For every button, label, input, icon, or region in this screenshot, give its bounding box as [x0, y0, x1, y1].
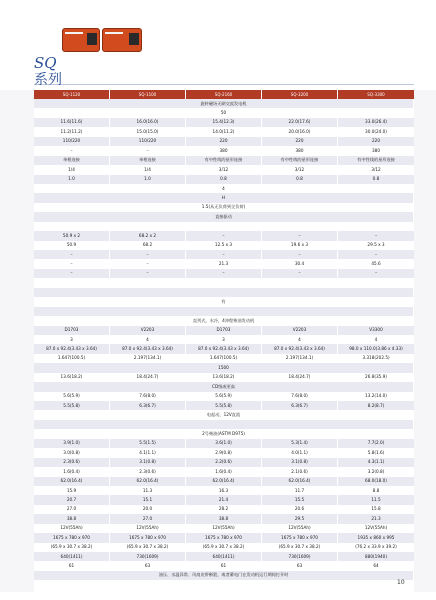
spec-cell: 1935 x 860 x 995 — [338, 533, 414, 542]
spec-row-span — [34, 410, 414, 419]
spec-cell: 30.0(24.0) — [338, 127, 414, 136]
spec-cell: – — [34, 259, 110, 268]
spec-row — [34, 326, 414, 335]
spec-cell: 87.0 x 92.4(3.43 x 3.64) — [186, 344, 262, 353]
spec-cell: 1.0 — [34, 175, 110, 184]
spec-cell: 3/12 — [262, 165, 338, 174]
spec-table-header — [34, 90, 414, 99]
spec-cell: 68.2 — [110, 241, 186, 250]
spec-cell: 27.0 — [34, 505, 110, 514]
spec-row — [34, 552, 414, 561]
spec-cell: 61 — [34, 561, 110, 570]
spec-cell: 63 — [110, 561, 186, 570]
spec-cell: 220 — [262, 137, 338, 146]
spec-cell: 12V(55Ah) — [186, 524, 262, 533]
spec-cell: 12V(55Ah) — [338, 524, 414, 533]
spec-cell: 2.2(0.6) — [186, 458, 262, 467]
spec-cell: 2.1(0.6) — [262, 467, 338, 476]
spec-row — [34, 118, 414, 127]
spec-cell: 5.6(5.9) — [186, 392, 262, 401]
column-header: SQ-1100 — [110, 90, 186, 99]
spec-cell: 1675 x 780 x 970 — [262, 533, 338, 542]
spec-row — [34, 156, 414, 165]
spec-cell: 4.1(1.1) — [110, 448, 186, 457]
spec-cell: 4 — [262, 335, 338, 344]
spec-cell: 98.0 x 110.0(3.86 x 4.33) — [338, 344, 414, 353]
spec-table — [34, 90, 414, 580]
spec-cell: – — [110, 146, 186, 155]
spec-row-blank — [34, 222, 414, 231]
spec-cell: 38.8 — [186, 514, 262, 523]
spec-row — [34, 146, 414, 155]
spec-cell: 3.0(0.8) — [34, 448, 110, 457]
spec-cell: 15.9 — [34, 486, 110, 495]
spec-cell: 3.6(1.0) — [186, 439, 262, 448]
spec-cell: 8.2(8.7) — [338, 401, 414, 410]
spec-cell-span: 1500 — [34, 363, 414, 372]
spec-row — [34, 401, 414, 410]
spec-cell: 28.2 — [186, 505, 262, 514]
spec-cell: 有中性线的星形连接 — [262, 156, 338, 165]
spec-cell-blank — [34, 278, 414, 287]
spec-cell: 1.6(0.4) — [186, 467, 262, 476]
spec-cell: 110/220 — [110, 137, 186, 146]
spec-row — [34, 477, 414, 486]
spec-cell: 87.0 x 92.4(3.43 x 3.64) — [262, 344, 338, 353]
spec-cell-blank — [34, 222, 414, 231]
spec-row — [34, 524, 414, 533]
title-series: 系列 — [34, 72, 62, 88]
spec-cell-span: CD级或更高 — [34, 382, 414, 391]
spec-cell: 27.0 — [110, 514, 186, 523]
spec-cell-blank — [34, 307, 414, 316]
spec-cell: 730(1609) — [110, 552, 186, 561]
spec-cell: 640(1411) — [34, 552, 110, 561]
spec-cell: 7.6(8.0) — [110, 392, 186, 401]
spec-cell: 16.3 — [186, 486, 262, 495]
spec-cell: 4.3(1.1) — [338, 458, 414, 467]
spec-cell: 62.0(16.4) — [262, 477, 338, 486]
spec-row — [34, 533, 414, 542]
spec-cell: 1.647(100.5) — [34, 354, 110, 363]
spec-row-blank — [34, 307, 414, 316]
spec-cell: 62.0(16.4) — [34, 477, 110, 486]
spec-cell-span: 50 — [34, 108, 414, 117]
spec-cell: 45.6 — [338, 259, 414, 268]
spec-row — [34, 250, 414, 259]
generator-unit-left — [62, 28, 100, 52]
spec-row-span — [34, 316, 414, 325]
spec-cell-span: H — [34, 193, 414, 202]
spec-cell: 38.8 — [34, 514, 110, 523]
spec-row — [34, 439, 414, 448]
spec-row — [34, 392, 414, 401]
spec-cell: 15.1 — [110, 495, 186, 504]
spec-cell: – — [338, 231, 414, 240]
spec-cell: 5.5(5.8) — [34, 401, 110, 410]
spec-row-span — [34, 363, 414, 372]
spec-cell: 50.9 x 2 — [34, 231, 110, 240]
spec-cell: 3.318(202.5) — [338, 354, 414, 363]
spec-cell-span: 电起动，12V直流 — [34, 410, 414, 419]
spec-row-span — [34, 108, 414, 117]
spec-cell-span: 1.5(从无负荷到全负荷) — [34, 203, 414, 212]
spec-row — [34, 505, 414, 514]
spec-cell: 14.0(11.2) — [186, 127, 262, 136]
spec-row-span — [34, 571, 414, 580]
spec-cell: 2.9(0.8) — [186, 448, 262, 457]
spec-row-span — [34, 193, 414, 202]
spec-cell: 4 — [110, 335, 186, 344]
spec-cell: 3 — [186, 335, 262, 344]
column-header: SQ-3200 — [262, 90, 338, 99]
spec-cell-span: 有 — [34, 297, 414, 306]
spec-cell: 3.1(0.8) — [262, 458, 338, 467]
spec-row — [34, 137, 414, 146]
spec-cell: 12V(55Ah) — [34, 524, 110, 533]
spec-cell: 30.4 — [262, 259, 338, 268]
spec-cell: 21.3 — [338, 514, 414, 523]
spec-cell: 3 — [34, 335, 110, 344]
spec-cell: 7.6(8.0) — [262, 392, 338, 401]
spec-row-span — [34, 203, 414, 212]
spec-row — [34, 495, 414, 504]
spec-cell: 13.6(18.2) — [34, 373, 110, 382]
spec-cell: 20.6 — [262, 505, 338, 514]
spec-row-span — [34, 212, 414, 221]
title-sq: SQ — [34, 54, 57, 72]
spec-cell: 21.3 — [186, 259, 262, 268]
spec-cell: 5.5(5.8) — [186, 401, 262, 410]
spec-cell: 有中性线的星形连接 — [338, 156, 414, 165]
right-margin — [414, 90, 436, 592]
spec-cell: 1.6(0.4) — [34, 467, 110, 476]
spec-cell: 87.0 x 92.4(3.43 x 3.64) — [110, 344, 186, 353]
spec-cell-span: 直列式，水冷，4冲程柴油发动机 — [34, 316, 414, 325]
spec-cell: 7.7(2.0) — [338, 439, 414, 448]
spec-cell: 16.0(16.0) — [110, 118, 186, 127]
spec-cell: 380 — [186, 146, 262, 155]
spec-cell: 15.8 — [338, 505, 414, 514]
spec-cell: 2.3(0.6) — [110, 467, 186, 476]
spec-row — [34, 486, 414, 495]
spec-row — [34, 514, 414, 523]
spec-cell: 18.4(24.7) — [262, 373, 338, 382]
spec-row — [34, 344, 414, 353]
spec-cell: 62.0(16.4) — [186, 477, 262, 486]
spec-cell: 2.197(134.1) — [110, 354, 186, 363]
spec-cell: 29.5 x 3 — [338, 241, 414, 250]
spec-cell: 68.0(18.0) — [338, 477, 414, 486]
spec-cell: 2.3(0.6) — [34, 458, 110, 467]
spec-row — [34, 354, 414, 363]
spec-cell: – — [186, 269, 262, 278]
spec-cell: (65.9 x 30.7 x 38.2) — [186, 543, 262, 552]
spec-cell: – — [110, 250, 186, 259]
spec-cell: 11.6(11.6) — [34, 118, 110, 127]
spec-cell: 380 — [262, 146, 338, 155]
spec-cell: 26.8(35.9) — [338, 373, 414, 382]
spec-cell: – — [34, 250, 110, 259]
spec-cell: (65.9 x 30.7 x 38.2) — [262, 543, 338, 552]
spec-cell: – — [262, 269, 338, 278]
spec-row — [34, 458, 414, 467]
spec-cell: – — [262, 250, 338, 259]
spec-row-blank — [34, 420, 414, 429]
spec-cell: 0.8 — [186, 175, 262, 184]
spec-cell: (65.9 x 30.7 x 38.2) — [34, 543, 110, 552]
spec-cell: 19.6 x 3 — [262, 241, 338, 250]
spec-cell: 11.3 — [110, 486, 186, 495]
spec-cell: 87.0 x 92.4(3.43 x 3.64) — [34, 344, 110, 353]
spec-cell-span: 4 — [34, 184, 414, 193]
spec-cell: (65.9 x 30.7 x 38.2) — [110, 543, 186, 552]
spec-row — [34, 175, 414, 184]
page-number: 10 — [397, 579, 405, 586]
spec-cell: 12V(55Ah) — [110, 524, 186, 533]
spec-row-span — [34, 99, 414, 108]
spec-cell-blank — [34, 288, 414, 297]
spec-cell: D1703 — [34, 326, 110, 335]
spec-cell: 15.0(15.0) — [110, 127, 186, 136]
spec-cell: 1675 x 780 x 970 — [186, 533, 262, 542]
column-header: SQ-3300 — [338, 90, 414, 99]
spec-cell: 20.0 — [110, 505, 186, 514]
spec-row-span — [34, 429, 414, 438]
spec-cell: – — [338, 269, 414, 278]
spec-cell: 64 — [338, 561, 414, 570]
column-header: SQ-1120 — [34, 90, 110, 99]
spec-cell: 11.2(11.2) — [34, 127, 110, 136]
spec-cell: – — [34, 146, 110, 155]
spec-cell: 29.5 — [262, 514, 338, 523]
spec-cell: 0.8 — [338, 175, 414, 184]
spec-cell: D1703 — [186, 326, 262, 335]
spec-cell: 0.8 — [262, 175, 338, 184]
spec-row-span — [34, 184, 414, 193]
spec-cell: 有中性线的星形连接 — [186, 156, 262, 165]
spec-cell: 1675 x 780 x 970 — [34, 533, 110, 542]
spec-cell: 3/12 — [338, 165, 414, 174]
spec-cell: 5.6(5.9) — [34, 392, 110, 401]
spec-cell: 6.3(6.7) — [262, 401, 338, 410]
spec-cell: 68.2 x 2 — [110, 231, 186, 240]
spec-cell-blank — [34, 420, 414, 429]
spec-cell: 5.3(1.4) — [262, 439, 338, 448]
spec-cell: 880(1940) — [338, 552, 414, 561]
spec-cell: 3.9(1.0) — [34, 439, 110, 448]
spec-cell: 1.647(100.5) — [186, 354, 262, 363]
spec-cell: – — [34, 269, 110, 278]
spec-row — [34, 165, 414, 174]
spec-cell-span: 旋转磁场无刷交流发电机 — [34, 99, 414, 108]
spec-row-span — [34, 297, 414, 306]
spec-row — [34, 259, 414, 268]
spec-cell-span: 油压、水温异常、风扇皮带断裂、或者蓄电门在发动机运行期间打开时 — [34, 571, 414, 580]
spec-cell: 22.0(17.6) — [262, 118, 338, 127]
spec-cell: 11.5 — [338, 495, 414, 504]
spec-cell: 1675 x 780 x 970 — [110, 533, 186, 542]
spec-cell: 15.5 — [262, 495, 338, 504]
spec-cell: 1/4 — [110, 165, 186, 174]
spec-cell: 3/12 — [186, 165, 262, 174]
spec-cell: 61 — [186, 561, 262, 570]
spec-cell: 单相连接 — [34, 156, 110, 165]
spec-cell: 380 — [338, 146, 414, 155]
spec-cell: 220 — [338, 137, 414, 146]
spec-cell: 18.4(24.7) — [110, 373, 186, 382]
spec-cell: 4.0(1.1) — [262, 448, 338, 457]
spec-row-span — [34, 382, 414, 391]
spec-row — [34, 335, 414, 344]
spec-cell: 730(1609) — [262, 552, 338, 561]
spec-cell: 110/220 — [34, 137, 110, 146]
spec-cell: 220 — [186, 137, 262, 146]
spec-cell: V2203 — [262, 326, 338, 335]
spec-cell: 单相连接 — [110, 156, 186, 165]
spec-row — [34, 448, 414, 457]
spec-row — [34, 231, 414, 240]
spec-cell: 20.0(16.0) — [262, 127, 338, 136]
spec-row — [34, 467, 414, 476]
spec-cell: 640(1411) — [186, 552, 262, 561]
spec-cell: 5.5(1.5) — [110, 439, 186, 448]
spec-cell: 1/4 — [34, 165, 110, 174]
spec-cell: 62.0(16.4) — [110, 477, 186, 486]
spec-cell: 15.4(12.3) — [186, 118, 262, 127]
spec-cell: 13.2(14.0) — [338, 392, 414, 401]
spec-row-blank — [34, 288, 414, 297]
spec-cell: 3.2(0.8) — [338, 467, 414, 476]
spec-cell: V2203 — [110, 326, 186, 335]
spec-cell: – — [186, 250, 262, 259]
spec-cell: 50.9 — [34, 241, 110, 250]
spec-cell: 63 — [262, 561, 338, 570]
spec-cell: 20.7 — [34, 495, 110, 504]
spec-cell: 12.5 x 3 — [186, 241, 262, 250]
spec-cell: 12V(55Ah) — [262, 524, 338, 533]
spec-cell: – — [338, 250, 414, 259]
spec-cell-span: 2号柴油(ASTM D975) — [34, 429, 414, 438]
spec-row — [34, 373, 414, 382]
spec-cell: – — [110, 269, 186, 278]
spec-cell: 13.6(18.2) — [186, 373, 262, 382]
spec-cell: 2.197(134.1) — [262, 354, 338, 363]
spec-cell: – — [262, 231, 338, 240]
spec-table-body — [34, 99, 414, 580]
spec-cell: 21.4 — [186, 495, 262, 504]
spec-row — [34, 543, 414, 552]
spec-cell: 8.8 — [338, 486, 414, 495]
column-header: SQ-2160 — [186, 90, 262, 99]
spec-row — [34, 127, 414, 136]
spec-cell: – — [110, 259, 186, 268]
spec-cell: V3300 — [338, 326, 414, 335]
spec-cell: (76.2 x 33.9 x 39.2) — [338, 543, 414, 552]
spec-row — [34, 269, 414, 278]
spec-cell: – — [186, 231, 262, 240]
spec-cell: 1.0 — [110, 175, 186, 184]
spec-cell: 3.1(0.8) — [110, 458, 186, 467]
spec-cell: 4 — [338, 335, 414, 344]
spec-cell: 11.7 — [262, 486, 338, 495]
title-divider — [34, 84, 414, 85]
spec-row — [34, 561, 414, 570]
spec-cell: 5.8(1.6) — [338, 448, 414, 457]
spec-cell: 33.0(26.4) — [338, 118, 414, 127]
spec-row-blank — [34, 278, 414, 287]
spec-cell-span: 直接驱动 — [34, 212, 414, 221]
generator-unit-right — [102, 28, 142, 52]
spec-row — [34, 241, 414, 250]
left-label-column — [0, 90, 34, 592]
spec-cell: 6.3(6.7) — [110, 401, 186, 410]
